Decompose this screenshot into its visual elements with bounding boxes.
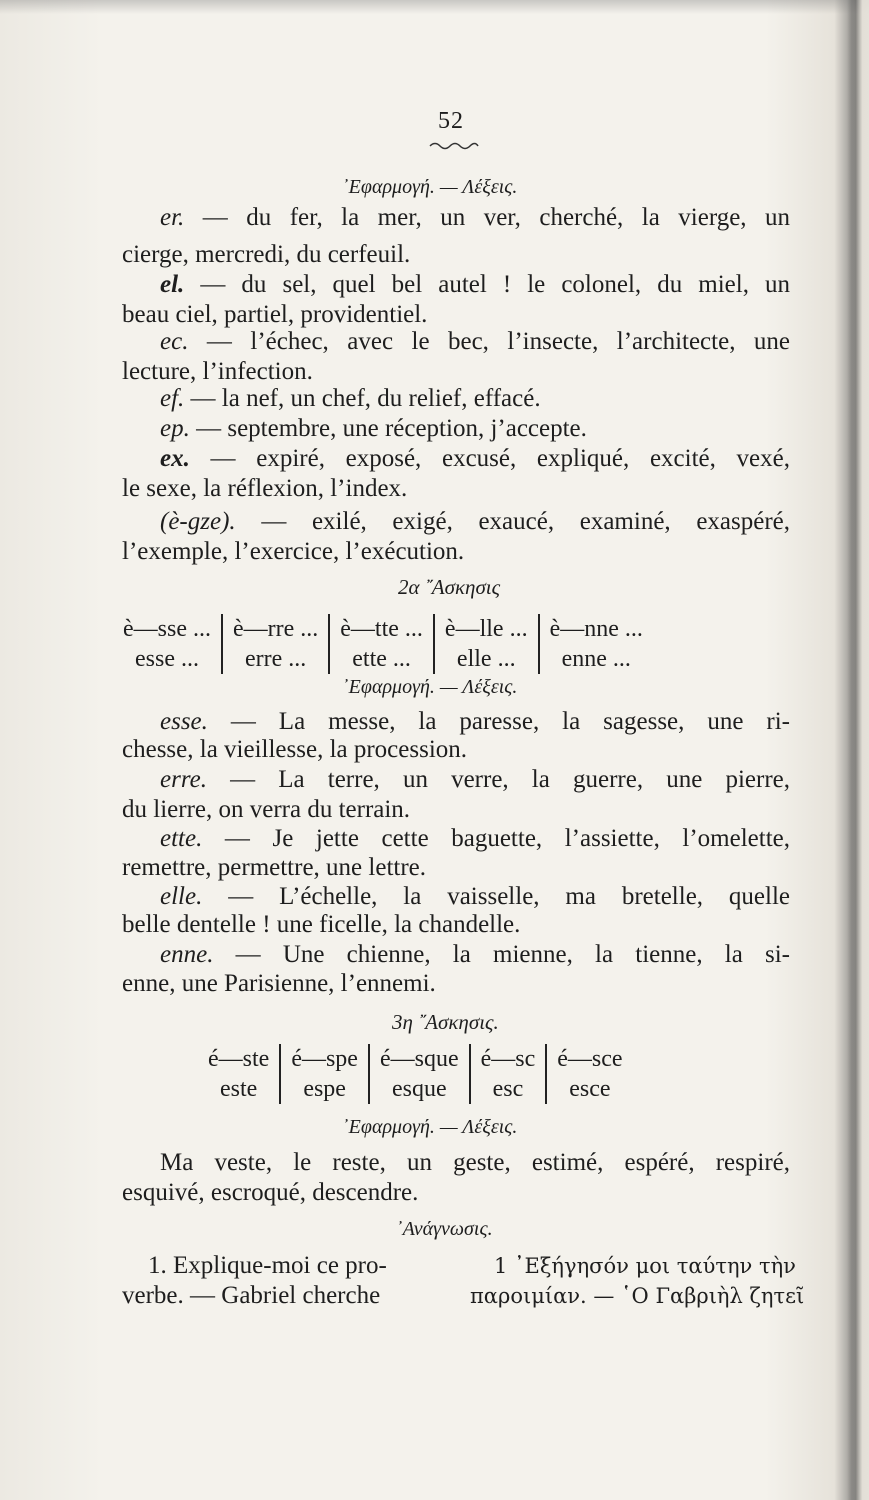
page-number: 52	[438, 108, 464, 134]
table-cell: esce	[546, 1074, 632, 1104]
reading-right-line: 1 ᾿Εξήγησόν μοι ταύτην τὴν	[494, 1254, 796, 1278]
table-cell: è—sse ...	[123, 616, 211, 642]
text-line: (è-gze). — exilé, exigé, exaucé, examiné, exaspéré,	[160, 508, 791, 535]
text-line: esquivé, escroqué, descendre.	[122, 1179, 419, 1206]
section-heading-exercise-2: 2α ῎Ασκησις	[398, 575, 501, 599]
reading-left-line: 1. Explique-moi ce pro-	[148, 1252, 387, 1279]
page-edge-shadow	[847, 0, 869, 1500]
table-cell: è—lle ...	[434, 614, 539, 644]
exercise-3-table	[198, 1044, 633, 1104]
text-line: ef. — la nef, un chef, du relief, effacé.	[160, 385, 541, 412]
exercise-2-table	[113, 614, 653, 674]
text-line: erre. — La terre, un verre, la guerre, une pierre,	[160, 766, 790, 793]
table-cell: é—sce	[546, 1044, 632, 1074]
table-cell: é—ste	[208, 1046, 270, 1072]
table-cell: è—tte ...	[329, 614, 434, 644]
text-line: enne, une Parisienne, l’ennemi.	[122, 970, 436, 997]
table-row	[113, 614, 653, 644]
text-line: elle. — L’échelle, la vaisselle, ma bretelle, quelle	[160, 883, 790, 910]
table-row	[198, 1044, 633, 1074]
text-line: ette. — Je jette cette baguette, l’assiette, l’omelette,	[160, 825, 791, 852]
text-line: remettre, permettre, une lettre.	[122, 854, 427, 881]
text-line: ec. — l’échec, avec le bec, l’insecte, l’architecte, une	[160, 328, 791, 355]
text-line: beau ciel, partiel, providentiel.	[122, 301, 428, 328]
ornament-tilde	[428, 140, 480, 150]
text-line: Ma veste, le reste, un geste, estimé, espéré, respiré,	[160, 1149, 790, 1176]
table-cell: erre ...	[222, 644, 329, 674]
text-line: belle dentelle ! une ficelle, la chandelle.	[122, 911, 521, 938]
table-cell: enne ...	[539, 644, 653, 674]
text-line: cierge, mercredi, du cerfeuil.	[122, 241, 411, 268]
reading-right-line: παροιμίαν. — ῾Ο Γαβριὴλ ζητεῖ	[470, 1284, 805, 1308]
section-heading-application-3: ᾿Εφαρμογή. — Λέξεις.	[342, 1116, 518, 1138]
table-cell: esse ...	[135, 646, 199, 672]
section-heading-application-1: ᾿Εφαρμογή. — Λέξεις.	[342, 176, 518, 198]
text-line: du lierre, on verra du terrain.	[122, 796, 411, 823]
table-row	[198, 1074, 633, 1104]
text-line: l’exemple, l’exercice, l’exécution.	[122, 538, 465, 565]
table-cell: è—rre ...	[222, 614, 329, 644]
table-row	[113, 644, 653, 674]
table-cell: ette ...	[329, 644, 434, 674]
text-line: le sexe, la réflexion, l’index.	[122, 475, 408, 502]
text-line: esse. — La messe, la paresse, la sagesse, une ri-	[160, 708, 790, 735]
text-line: el. — du sel, quel bel autel ! le colonel, du miel, un	[160, 271, 791, 298]
top-shadow	[0, 0, 869, 14]
table-cell: elle ...	[434, 644, 539, 674]
table-cell: é—spe	[280, 1044, 369, 1074]
section-heading-exercise-3: 3η ῎Ασκησις.	[392, 1010, 499, 1034]
table-cell: este	[220, 1076, 258, 1102]
table-cell: espe	[280, 1074, 369, 1104]
table-cell: è—nne ...	[539, 614, 653, 644]
reading-left-line: verbe. — Gabriel cherche	[122, 1282, 381, 1309]
text-line: chesse, la vieillesse, la procession.	[122, 736, 468, 763]
table-cell: é—sque	[369, 1044, 470, 1074]
section-heading-reading: ᾿Ανάγνωσις.	[396, 1218, 493, 1240]
text-line: ex. — expiré, exposé, excusé, expliqué, excité, vexé,	[160, 445, 791, 472]
text-line: er. — du fer, la mer, un ver, cherché, la vierge, un	[160, 204, 790, 231]
text-line: lecture, l’infection.	[122, 358, 313, 385]
table-cell: esc	[470, 1074, 547, 1104]
table-cell: esque	[369, 1074, 470, 1104]
text-line: enne. — Une chienne, la mienne, la tienne, la si-	[160, 941, 790, 968]
text-line: ep. — septembre, une réception, j’accepte.	[160, 415, 587, 442]
table-cell: é—sc	[470, 1044, 547, 1074]
section-heading-application-2: ᾿Εφαρμογή. — Λέξεις.	[342, 676, 518, 698]
